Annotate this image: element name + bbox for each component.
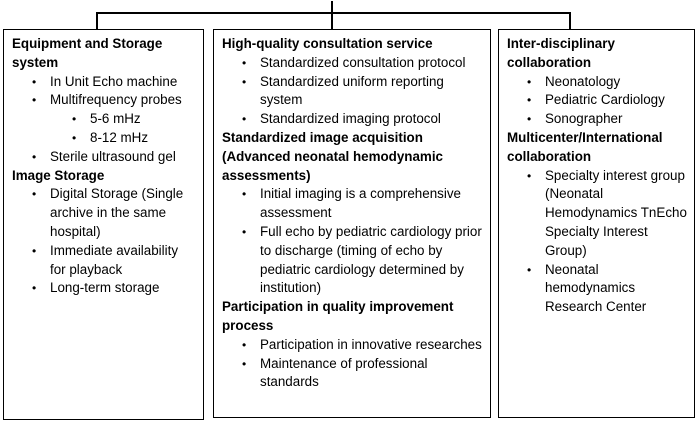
bullet-icon: • <box>242 356 247 371</box>
section-title-multicenter: Multicenter/International collaboration <box>507 129 663 164</box>
bullet-icon: • <box>527 93 532 108</box>
bullet-icon: • <box>32 187 37 202</box>
list-item: • Standardized consultation protocol <box>222 54 484 73</box>
collaboration-box <box>498 29 695 418</box>
list-item: • Maintenance of professional standards <box>242 355 428 390</box>
list-item: • Long-term storage <box>12 279 197 298</box>
bullet-icon: • <box>242 112 247 127</box>
consultation-service-box <box>213 29 491 418</box>
bullet-icon: • <box>527 112 532 127</box>
list-item: • Neonatology <box>507 73 688 92</box>
list-item: • Standardized uniform reporting system <box>242 73 444 108</box>
bullet-icon: • <box>242 224 247 239</box>
list-subitem: • 8-12 mHz <box>12 129 197 148</box>
bullet-icon: • <box>32 281 37 296</box>
image-storage-list <box>12 185 197 298</box>
list-item: • Sterile ultrasound gel <box>12 148 197 167</box>
section-title-equipment-storage: Equipment and Storage system <box>12 36 163 70</box>
list-subitem: • 5-6 mHz <box>12 110 197 129</box>
equipment-storage-box <box>3 29 204 420</box>
list-item: • Multifrequency probes <box>12 91 197 110</box>
section-title-interdisciplinary: Inter-disciplinary collaboration <box>507 36 615 70</box>
bullet-icon: • <box>242 187 247 202</box>
bullet-icon: • <box>242 74 247 89</box>
list-item: • Immediate availability for playback <box>32 242 179 277</box>
section-title-consultation: High-quality consultation service <box>222 36 433 51</box>
multicenter-list <box>507 167 688 317</box>
bullet-icon: • <box>72 130 77 145</box>
section-title-quality-improvement: Participation in quality improvement process <box>222 299 454 333</box>
list-item: • Specialty interest group (Neonatal Hemodynamics TnEcho Specialty Interest Group) <box>527 167 687 258</box>
interdisciplinary-list <box>507 73 688 129</box>
list-item: • Sonographer <box>507 110 688 129</box>
section-title-image-storage: Image Storage <box>12 167 105 183</box>
bullet-icon: • <box>242 55 247 70</box>
equipment-list <box>12 73 197 167</box>
list-item: • Participation in innovative researches <box>222 336 484 355</box>
quality-improvement-list <box>222 336 484 392</box>
list-item: • Digital Storage (Single archive in the same hospital) <box>32 186 184 239</box>
bullet-icon: • <box>32 74 37 89</box>
bullet-icon: • <box>32 93 37 108</box>
list-item: • In Unit Echo machine <box>12 73 197 92</box>
bullet-icon: • <box>32 149 37 164</box>
list-item: • Pediatric Cardiology <box>507 91 688 110</box>
list-item: • Initial imaging is a comprehensive assessment <box>242 186 461 221</box>
consultation-list <box>222 54 484 129</box>
bullet-icon: • <box>527 168 532 183</box>
list-item: • Standardized imaging protocol <box>222 110 484 129</box>
list-item: • Neonatal hemodynamics Research Center <box>527 261 647 315</box>
bullet-icon: • <box>32 243 37 258</box>
list-item: • Full echo by pediatric cardiology prior to discharge (timing of echo by pediatric cardiology determined by institution) <box>242 223 482 296</box>
bullet-icon: • <box>242 337 247 352</box>
bullet-icon: • <box>527 74 532 89</box>
image-acquisition-list <box>222 185 484 298</box>
bullet-icon: • <box>72 112 77 127</box>
section-title-image-acquisition: Standardized image acquisition (Advanced neonatal hemodynamic assessments) <box>222 129 443 183</box>
bullet-icon: • <box>527 262 532 277</box>
